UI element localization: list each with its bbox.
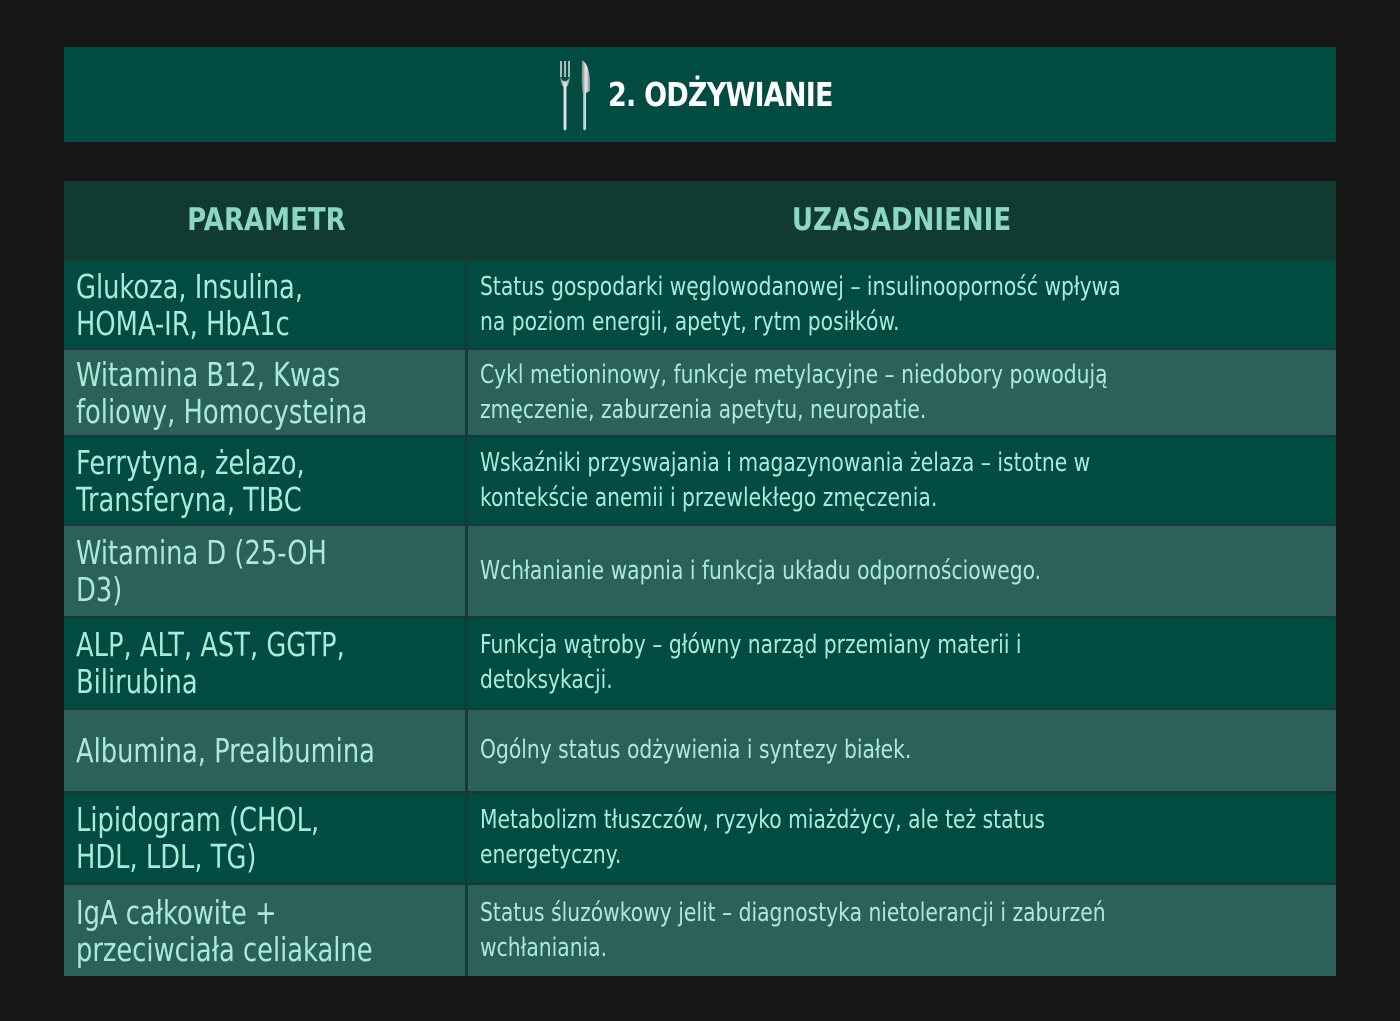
table-row — [64, 883, 1336, 976]
fork-and-knife-icon — [558, 57, 594, 133]
section-title: 2. ODŻYWIANIE — [608, 75, 833, 114]
reason-cell: Metabolizm tłuszczów, ryzyko miażdżycy, ale też status energetyczny. — [480, 805, 1045, 870]
column-header-parameter: PARAMETR — [186, 202, 346, 238]
parameter-cell: Witamina D (25-OH D3) — [64, 526, 468, 616]
column-header-reason: UZASADNIENIE — [792, 202, 1012, 238]
table-row — [64, 791, 1336, 883]
parameter-cell: Glukoza, Insulina, HOMA-IR, HbA1c — [64, 261, 468, 348]
parameter-cell: Albumina, Prealbumina — [64, 710, 468, 791]
reason-cell: Ogólny status odżywienia i syntezy białek. — [480, 735, 912, 765]
parameter-cell: IgA całkowite + przeciwciała celiakalne — [64, 885, 468, 976]
table-row — [64, 259, 1336, 348]
table-row — [64, 348, 1336, 435]
table-header-row — [64, 181, 1336, 259]
parameter-cell: ALP, ALT, AST, GGTP, Bilirubina — [64, 618, 468, 708]
reason-cell: Cykl metioninowy, funkcje metylacyjne – niedobory powodują zmęczenie, zaburzenia apetytu, neuropatie. — [480, 359, 1108, 425]
parameter-cell: Witamina B12, Kwas foliowy, Homocysteina — [64, 350, 468, 435]
table-row — [64, 616, 1336, 708]
parameter-cell: Lipidogram (CHOL, HDL, LDL, TG) — [64, 793, 468, 883]
parameters-table — [64, 181, 1336, 976]
table-row — [64, 524, 1336, 616]
table-row — [64, 435, 1336, 524]
reason-cell: Status gospodarki węglowodanowej – insulinooporność wpływa na poziom energii, apetyt, rytm posiłków. — [480, 271, 1121, 337]
reason-cell: Funkcja wątroby – główny narząd przemiany materii i detoksykacji. — [480, 630, 1022, 695]
reason-cell: Wchłanianie wapnia i funkcja układu odpornościowego. — [480, 555, 1042, 586]
table-row — [64, 708, 1336, 791]
section-header — [64, 47, 1336, 142]
reason-cell: Status śluzówkowy jelit – diagnostyka nietolerancji i zaburzeń wchłaniania. — [480, 897, 1106, 963]
reason-cell: Wskaźniki przyswajania i magazynowania żelaza – istotne w kontekście anemii i przewlekłego zmęczenia. — [480, 447, 1091, 513]
parameter-cell: Ferrytyna, żelazo, Transferyna, TIBC — [64, 437, 468, 524]
